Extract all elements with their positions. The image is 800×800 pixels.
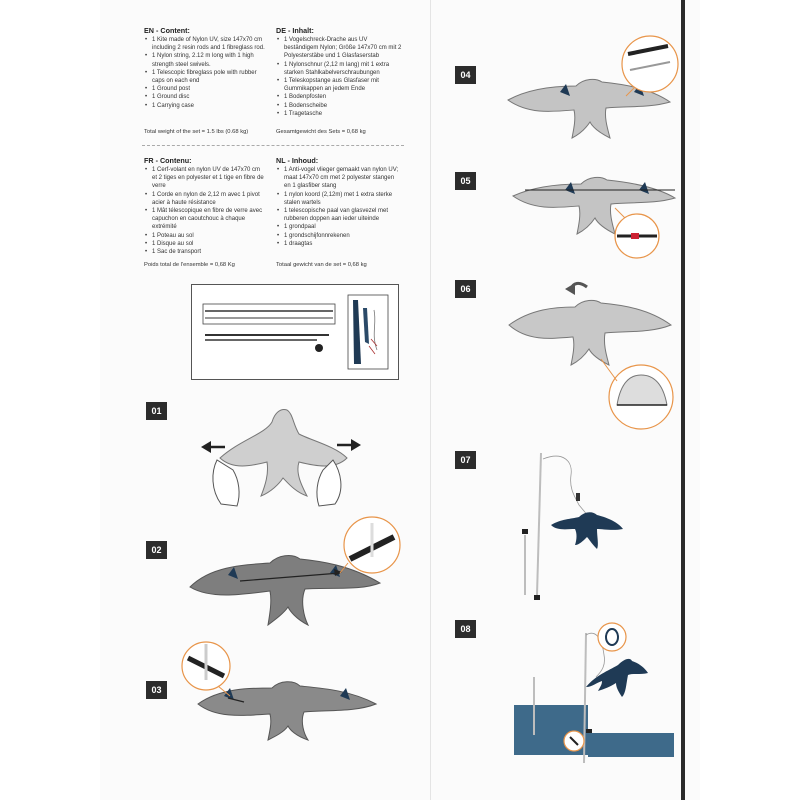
list-item: • 1 Cerf-volant en nylon UV de 147x70 cm et 2 tiges en polyester et 1 tige en fibre de verre xyxy=(152,166,266,191)
section-nl-heading: NL - Inhoud: xyxy=(276,156,319,165)
carrying-case-image xyxy=(348,295,388,369)
list-item: • 1 Kite made of Nylon UV, size 147x70 cm including 2 resin rods and 1 fibreglass rod. xyxy=(152,36,266,52)
step-07-illustration xyxy=(505,445,635,605)
kit-contents-illustration xyxy=(191,284,399,380)
list-item: • 1 Telescopic fibreglass pole with rubber caps on each end xyxy=(152,69,266,85)
detail-zoom-circle xyxy=(622,36,678,92)
arrow-right-icon xyxy=(351,439,361,451)
step-05-illustration xyxy=(505,160,695,260)
kite-shape xyxy=(190,556,380,625)
step-08-illustration xyxy=(512,615,677,770)
step-badge-03: 03 xyxy=(146,681,167,699)
fold-line xyxy=(430,0,431,800)
kite-shape xyxy=(586,659,648,697)
list-item: • 1 Teleskopstange aus Glasfaser mit Gummikappen an jedem Ende xyxy=(284,77,402,93)
kite-string xyxy=(543,456,589,517)
list-item: • 1 Mât télescopique en fibre de verre avec capuchon en caoutchouc à chaque extrémité xyxy=(152,207,266,232)
step-02-illustration xyxy=(180,515,420,635)
list-item: • 1 Ground disc xyxy=(152,93,266,101)
list-item: • 1 Ground post xyxy=(152,85,266,93)
list-item: • 1 Poteau au sol xyxy=(152,232,266,240)
detail-zoom-circle xyxy=(598,623,626,651)
section-de-heading: DE - Inhalt: xyxy=(276,26,314,35)
list-item: • 1 telescopische paal van glasvezel met rubberen doppen aan ieder uiteinde xyxy=(284,207,402,223)
kite-shape xyxy=(509,300,671,365)
step-01-illustration xyxy=(195,400,370,520)
total-weight-en: Total weight of the set = 1.5 lbs (0.68 kg) xyxy=(144,129,249,135)
step-badge-06: 06 xyxy=(455,280,476,298)
step-03-illustration xyxy=(180,640,410,740)
section-en-heading: EN - Content: xyxy=(144,26,190,35)
step-badge-01: 01 xyxy=(146,402,167,420)
list-item: • 1 Carrying case xyxy=(152,102,266,110)
ground-post-and-disc-image xyxy=(315,344,323,352)
step-badge-07: 07 xyxy=(455,451,476,469)
step-badge-04: 04 xyxy=(455,66,476,84)
list-item: • 1 Disque au sol xyxy=(152,240,266,248)
step-badge-02: 02 xyxy=(146,541,167,559)
list-item: • 1 Sac de transport xyxy=(152,248,266,256)
step-badge-05: 05 xyxy=(455,172,476,190)
total-weight-nl: Totaal gewicht van de set = 0,68 kg xyxy=(276,262,367,268)
list-item: • 1 Corde en nylon de 2,12 m avec 1 pivot acier à haute résistance xyxy=(152,191,266,207)
step-04-illustration xyxy=(500,30,690,145)
list-item: • 1 draagtas xyxy=(284,240,402,248)
list-item: • 1 nylon koord (2,12m) met 1 extra sterke stalen wartels xyxy=(284,191,402,207)
step-06-illustration xyxy=(505,275,695,435)
list-item: • 1 Bodenpfosten xyxy=(284,93,402,101)
arrow-left-icon xyxy=(201,441,211,453)
section-en xyxy=(144,26,266,110)
list-item: • 1 Tragetasche xyxy=(284,110,402,118)
section-de xyxy=(276,26,402,118)
kite-shape xyxy=(198,682,376,740)
rod-connector xyxy=(631,233,639,239)
list-item: • 1 Anti-vogel vlieger gemaakt van nylon UV; maat 147x70 cm met 2 polyester stangen en 1 glasfiber stang xyxy=(284,166,402,191)
section-fr xyxy=(144,156,266,256)
list-item: • 1 Nylonschnur (2,12 m lang) mit 1 extra starken Stahlkabelverschraubungen xyxy=(284,61,402,77)
list-item: • 1 Nylon string, 2.12 m long with 1 high strength steel swivels. xyxy=(152,52,266,68)
list-item: • 1 grondschijfonnrekenen xyxy=(284,232,402,240)
rotate-arrow-icon xyxy=(565,283,575,295)
list-item: • 1 Vogelschreck-Drache aus UV beständigem Nylon; Größe 147x70 cm mit 2 Polyesterstäbe und 1 Glasfaserstab xyxy=(284,36,402,61)
total-weight-de: Gesamtgewicht des Sets = 0,68 kg xyxy=(276,129,366,135)
section-nl xyxy=(276,156,402,248)
section-divider xyxy=(142,145,404,146)
telescopic-pole xyxy=(537,453,541,595)
total-weight-fr: Poids total de l'ensemble = 0,68 Kg xyxy=(144,262,235,268)
section-fr-heading: FR - Contenu: xyxy=(144,156,192,165)
list-item: • 1 grondpaal xyxy=(284,223,402,231)
step-badge-08: 08 xyxy=(455,620,476,638)
hand-right-icon xyxy=(317,460,341,506)
kite-shape xyxy=(551,512,623,549)
list-item: • 1 Bodenscheibe xyxy=(284,102,402,110)
hand-left-icon xyxy=(213,460,239,506)
